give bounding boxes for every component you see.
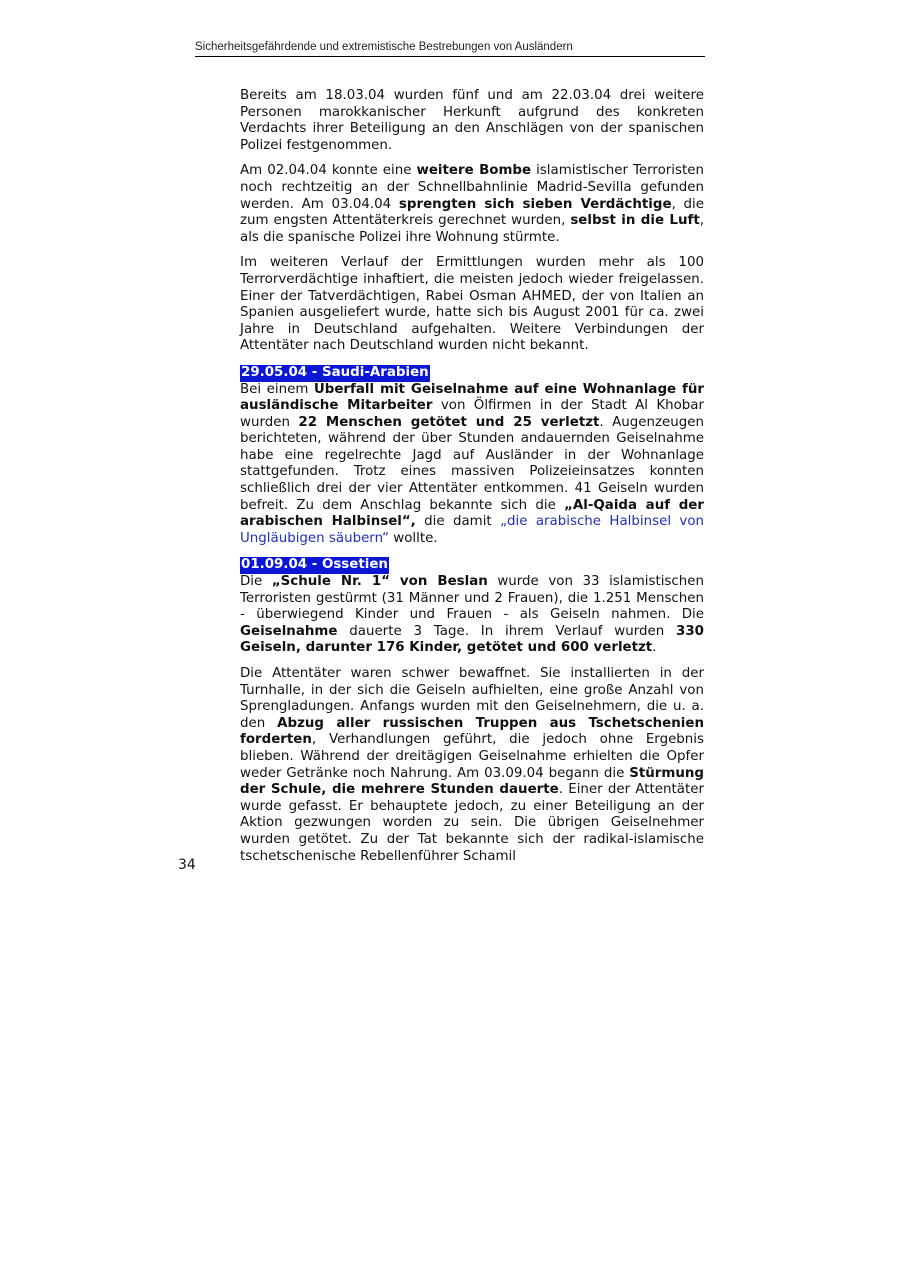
- saudi-text-4: die damit: [415, 514, 501, 530]
- attackers-text-2: , Verhandlungen geführt, die jedoch ohne Ergebnis blieben. Während der dreitägigen Geiselnahme erhielten die Opfer weder Getränke noch Nahrung. Am 03.09.04 begann die: [240, 732, 704, 781]
- paragraph-saudi-arabia: [240, 382, 704, 548]
- paragraph-bomb-text-4: , als die spanische Polizei ihre Wohnung stürmte.: [240, 213, 704, 245]
- section-heading-row-saudi: [240, 364, 704, 382]
- paragraph-beslan: [240, 574, 704, 657]
- paragraph-bomb-text-3: , die zum engsten Attentäterkreis gerechnet wurden,: [240, 196, 704, 229]
- paragraph-arrests-text: Bereits am 18.03.04 wurden fünf und am 22.03.04 drei weitere Personen marokkanischer Herkunft aufgrund des konkreten Verdachts ihrer Beteiligung an den Anschlägen von der spanischen Polizei festgenommen.: [240, 88, 704, 153]
- paragraph-bomb-bold-1: weitere Bombe: [416, 163, 532, 179]
- saudi-text-5: wollte.: [389, 530, 438, 546]
- saudi-text-2: von Ölfirmen in der Stadt Al Khobar wurden: [240, 398, 705, 430]
- paragraph-investigation-text: Im weiteren Verlauf der Ermittlungen wurden mehr als 100 Terrorverdächtige inhaftiert, die meisten jedoch wieder freigelassen. Einer der Tatverdächtigen, Rabei Osman AHMED, der von Italien an Spanien ausgeliefert wurde, hatte sich bis August 2001 für ca. zwei Jahre in Deutschland aufgehalten. Weitere Verbindungen der Attentäter nach Deutschland wurden nicht bekannt.: [240, 255, 704, 354]
- beslan-text-3: dauerte 3 Tage. In ihrem Verlauf wurden: [337, 623, 677, 639]
- saudi-bold-3: „Al-Qaida auf der arabischen Halbinsel“,: [240, 497, 704, 530]
- paragraph-bomb-text-2: islamistischer Terroristen noch rechtzeitig an der Schnellbahnlinie Madrid-Sevilla gefunden werden. Am 03.04.04: [240, 163, 704, 212]
- attackers-text-3: . Einer der Attentäter wurde gefasst. Er behauptete jedoch, zu einer Beteiligung an der Aktion gezwungen worden zu sein. Die übrigen Geiselnehmer wurden getötet. Zu der Tat bekannte sich der radikal-islamische tschetschenische Rebellenführer Schamil: [240, 782, 704, 864]
- attackers-bold-1: Abzug aller russischen Truppen aus Tschetschenien forderten: [240, 715, 704, 748]
- beslan-bold-2: Geiselnahme: [240, 623, 338, 639]
- beslan-bold-3: 330 Geiseln, darunter 176 Kinder, getötet und 600 verletzt: [240, 623, 704, 656]
- running-header: Sicherheitsgefährdende und extremistische Bestrebungen von Ausländern: [195, 41, 705, 57]
- attackers-text-1: Die Attentäter waren schwer bewaffnet. Sie installierten in der Turnhalle, in der sich die Geiseln aufhielten, eine große Anzahl von Sprengladungen. Anfangs wurden mit den Geiselnehmern, die u. a. den: [240, 666, 704, 731]
- attackers-bold-2: Stürmung der Schule, die mehrere Stunden dauerte: [240, 765, 704, 798]
- paragraph-bomb-bold-3: selbst in die Luft: [570, 213, 700, 229]
- paragraph-arrests: [240, 88, 704, 154]
- paragraph-bomb-bold-2: sprengten sich sieben Verdächtige: [398, 196, 672, 212]
- section-heading-ossetia: 01.09.04 - Ossetien: [241, 557, 388, 573]
- paragraph-bomb: [240, 163, 704, 246]
- saudi-bold-1: Überfall mit Geiselnahme auf eine Wohnanlage für ausländische Mitarbeiter: [240, 381, 704, 414]
- beslan-text-2: wurde von 33 islamistischen Terroristen gestürmt (31 Männer und 2 Frauen), die 1.251 Menschen - überwiegend Kinder und Frauen - als Geiseln nahmen. Die: [240, 574, 704, 623]
- saudi-bold-2: 22 Menschen getötet und 25 verletzt: [298, 414, 600, 430]
- beslan-text-4: .: [652, 640, 657, 656]
- section-heading-saudi-arabia: 29.05.04 - Saudi-Arabien: [241, 364, 429, 380]
- document-body: [240, 88, 704, 874]
- page-number: 34: [178, 857, 196, 873]
- paragraph-bomb-text-1: Am 02.04.04 konnte eine: [240, 163, 417, 179]
- section-heading-row-ossetia: [240, 556, 704, 574]
- paragraph-attackers: [240, 666, 704, 865]
- beslan-bold-1: „Schule Nr. 1“ von Beslan: [271, 574, 488, 590]
- beslan-text-1: Die: [240, 574, 272, 590]
- saudi-text-3: . Augenzeugen berichteten, während der über Stunden andauernden Geiselnahme habe eine regelrechte Jagd auf Ausländer in der Wohnanlage stattgefunden. Trotz eines massiven Polizeieinsatzes konnten schließlich drei der vier Attentäter entkommen. 41 Geiseln wurden befreit. Zu dem Anschlag bekannte sich die: [240, 414, 704, 513]
- paragraph-investigation: [240, 255, 704, 355]
- saudi-text-1: Bei einem: [240, 381, 314, 397]
- saudi-quote: „die arabische Halbinsel von Ungläubigen säubern“: [240, 514, 705, 546]
